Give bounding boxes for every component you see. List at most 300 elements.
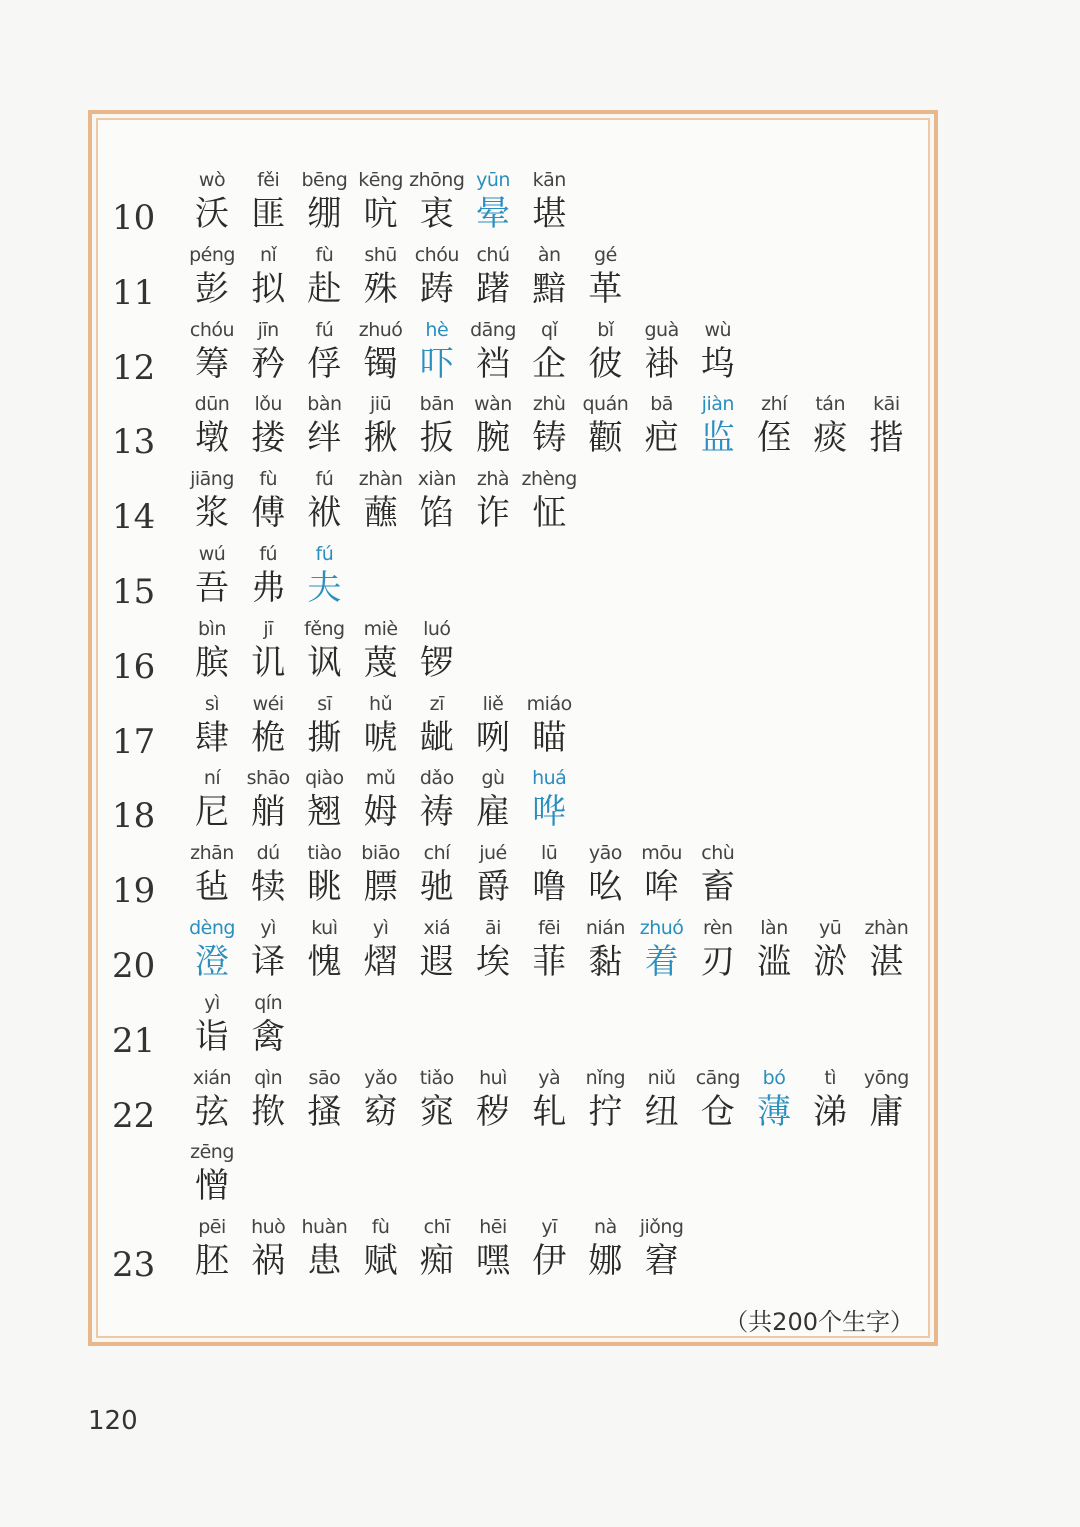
character-entry bbox=[296, 1215, 352, 1283]
hanzi-character: 匪 bbox=[251, 194, 286, 234]
hanzi-character: 蘸 bbox=[363, 493, 398, 534]
character-entry bbox=[409, 1215, 465, 1283]
character-entry bbox=[353, 392, 409, 460]
hanzi-character: 憎 bbox=[195, 1166, 229, 1207]
character-entry bbox=[409, 392, 465, 460]
character-entry bbox=[409, 1066, 465, 1134]
lesson-number: 15 bbox=[112, 572, 156, 612]
hanzi-character: 黯 bbox=[532, 268, 567, 309]
character-entry bbox=[353, 916, 409, 984]
character-entry bbox=[296, 841, 352, 909]
character-entry bbox=[858, 1066, 914, 1134]
pinyin-label: zhàn bbox=[358, 468, 403, 491]
pinyin-label: nà bbox=[594, 1216, 617, 1239]
pinyin-label: fěng bbox=[304, 617, 345, 640]
hanzi-character: 讥 bbox=[251, 642, 286, 683]
hanzi-character: 祷 bbox=[419, 792, 454, 833]
hanzi-character: 堪 bbox=[532, 194, 567, 234]
hanzi-character: 爵 bbox=[476, 867, 510, 908]
character-entry bbox=[409, 766, 465, 834]
pinyin-label: bǐ bbox=[597, 318, 614, 341]
hanzi-character: 绊 bbox=[307, 418, 342, 459]
hanzi-character: 哗 bbox=[532, 792, 567, 833]
pinyin-label: miáo bbox=[526, 692, 572, 715]
character-entry bbox=[521, 1215, 577, 1283]
character-entry bbox=[690, 841, 746, 909]
character-entry bbox=[521, 318, 577, 386]
hanzi-character: 胚 bbox=[195, 1241, 229, 1282]
pinyin-label: lū bbox=[541, 842, 558, 865]
pinyin-label: fú bbox=[315, 468, 334, 491]
pinyin-label: chú bbox=[476, 243, 510, 266]
character-entry bbox=[184, 1215, 240, 1283]
character-entry bbox=[296, 318, 352, 386]
hanzi-character: 俘 bbox=[307, 343, 342, 384]
pinyin-label: kān bbox=[532, 169, 566, 191]
character-entry bbox=[353, 467, 409, 535]
character-entry bbox=[353, 1215, 409, 1283]
lesson-number: 18 bbox=[112, 796, 156, 837]
pinyin-label: kēng bbox=[358, 169, 403, 191]
character-entry bbox=[690, 1066, 746, 1134]
character-entry bbox=[634, 318, 690, 386]
hanzi-character: 噜 bbox=[532, 867, 567, 908]
pinyin-label: tán bbox=[815, 393, 845, 416]
pinyin-label: biāo bbox=[361, 842, 400, 865]
character-entry bbox=[465, 467, 521, 535]
pinyin-label: qiào bbox=[305, 767, 344, 790]
character-entry bbox=[296, 243, 352, 311]
character-entry bbox=[521, 243, 577, 311]
pinyin-label: jué bbox=[479, 842, 507, 865]
character-entry bbox=[690, 392, 746, 460]
hanzi-character: 嘿 bbox=[476, 1241, 510, 1282]
pinyin-label: qìn bbox=[254, 1066, 283, 1089]
pinyin-label: chóu bbox=[414, 243, 459, 266]
pinyin-label: bó bbox=[762, 1066, 786, 1089]
pinyin-label: qín bbox=[254, 991, 283, 1014]
character-entry bbox=[465, 1215, 521, 1283]
character-entry bbox=[240, 692, 296, 760]
hanzi-character: 拟 bbox=[251, 268, 286, 309]
pinyin-label: fù bbox=[315, 243, 334, 266]
pinyin-label: tiǎo bbox=[419, 1066, 454, 1089]
lesson-number: 16 bbox=[112, 646, 156, 687]
hanzi-character: 瞄 bbox=[532, 717, 567, 758]
pinyin-label: wú bbox=[198, 543, 226, 565]
character-entry bbox=[353, 1066, 409, 1134]
pinyin-label: nǐng bbox=[585, 1066, 626, 1089]
character-entry bbox=[296, 617, 352, 685]
pinyin-label: sāo bbox=[308, 1066, 341, 1089]
pinyin-label: xiàn bbox=[417, 468, 456, 491]
character-entry bbox=[296, 766, 352, 834]
hanzi-character: 肆 bbox=[195, 717, 229, 758]
pinyin-label: huì bbox=[479, 1066, 507, 1089]
character-entry bbox=[184, 542, 240, 610]
pinyin-label: yì bbox=[372, 917, 389, 939]
character-entry bbox=[409, 467, 465, 535]
hanzi-character: 涕 bbox=[813, 1091, 848, 1132]
hanzi-character: 哞 bbox=[644, 867, 679, 908]
character-entry bbox=[634, 1066, 690, 1134]
pinyin-label: wéi bbox=[252, 692, 284, 715]
hanzi-character: 吾 bbox=[195, 568, 229, 608]
character-entry bbox=[577, 841, 633, 909]
pinyin-label: yà bbox=[538, 1066, 561, 1089]
lesson-number: 12 bbox=[112, 347, 156, 388]
pinyin-label: fù bbox=[371, 1216, 390, 1239]
hanzi-character: 诈 bbox=[476, 493, 510, 534]
character-entry bbox=[184, 766, 240, 834]
hanzi-character: 赋 bbox=[363, 1241, 398, 1282]
character-entry bbox=[577, 243, 633, 311]
character-entry bbox=[577, 392, 633, 460]
hanzi-character: 弗 bbox=[251, 568, 286, 608]
character-entry bbox=[577, 916, 633, 984]
pinyin-label: guà bbox=[644, 318, 679, 341]
hanzi-character: 愧 bbox=[307, 942, 342, 982]
character-entry bbox=[184, 617, 240, 685]
hanzi-character: 裆 bbox=[476, 343, 510, 384]
pinyin-label: yū bbox=[819, 917, 842, 939]
character-entry bbox=[296, 467, 352, 535]
character-entry bbox=[577, 1215, 633, 1283]
character-entry bbox=[521, 392, 577, 460]
character-entry bbox=[353, 841, 409, 909]
pinyin-label: yāo bbox=[588, 842, 622, 865]
pinyin-label: pēi bbox=[198, 1216, 226, 1239]
hanzi-character: 尼 bbox=[195, 792, 229, 833]
character-entry bbox=[465, 168, 521, 236]
pinyin-label: fù bbox=[259, 468, 278, 491]
hanzi-character: 腕 bbox=[476, 418, 510, 459]
hanzi-character: 痰 bbox=[813, 418, 848, 459]
hanzi-character: 袱 bbox=[307, 493, 342, 534]
character-entry bbox=[521, 916, 577, 984]
hanzi-character: 搂 bbox=[251, 418, 286, 459]
pinyin-label: yōng bbox=[863, 1066, 909, 1089]
hanzi-character: 踌 bbox=[419, 268, 454, 309]
pinyin-label: bān bbox=[419, 393, 454, 416]
pinyin-label: kāi bbox=[873, 393, 900, 416]
character-entry bbox=[690, 916, 746, 984]
character-entry bbox=[184, 243, 240, 311]
character-entry bbox=[465, 392, 521, 460]
lesson-number: 17 bbox=[112, 721, 156, 762]
hanzi-character: 禽 bbox=[251, 1016, 286, 1057]
character-entry bbox=[353, 617, 409, 685]
hanzi-character: 傅 bbox=[251, 493, 286, 534]
pinyin-label: zhù bbox=[532, 393, 566, 416]
character-entry bbox=[409, 168, 465, 236]
pinyin-label: hè bbox=[425, 318, 449, 341]
pinyin-label: qǐ bbox=[541, 318, 558, 341]
total-count-note: （共200个生字） bbox=[724, 1308, 914, 1336]
lesson-number: 23 bbox=[112, 1245, 156, 1286]
pinyin-label: gù bbox=[481, 767, 505, 790]
hanzi-character: 祸 bbox=[251, 1241, 286, 1282]
hanzi-character: 翘 bbox=[307, 792, 342, 833]
pinyin-label: sì bbox=[204, 692, 220, 715]
pinyin-label: mōu bbox=[641, 842, 682, 865]
lesson-number: 14 bbox=[112, 497, 156, 538]
character-entry bbox=[240, 617, 296, 685]
character-entry bbox=[184, 392, 240, 460]
hanzi-character: 颧 bbox=[588, 418, 623, 459]
character-entry bbox=[240, 916, 296, 984]
character-entry bbox=[296, 542, 352, 610]
pinyin-label: chí bbox=[423, 842, 450, 865]
hanzi-character: 夫 bbox=[307, 568, 342, 608]
character-entry bbox=[409, 617, 465, 685]
pinyin-label: niǔ bbox=[647, 1066, 676, 1089]
pinyin-label: zhān bbox=[190, 842, 234, 865]
pinyin-label: zhuó bbox=[639, 917, 684, 939]
pinyin-label: bēng bbox=[301, 169, 348, 191]
hanzi-character: 殊 bbox=[363, 268, 398, 309]
character-entry bbox=[634, 916, 690, 984]
hanzi-character: 讽 bbox=[307, 642, 342, 683]
pinyin-label: yì bbox=[260, 917, 276, 939]
pinyin-label: yūn bbox=[476, 169, 510, 191]
pinyin-label: nián bbox=[585, 917, 625, 939]
hanzi-character: 蔑 bbox=[363, 642, 398, 683]
character-entry bbox=[690, 318, 746, 386]
character-entry bbox=[240, 392, 296, 460]
pinyin-label: yǎo bbox=[364, 1066, 398, 1089]
character-entry bbox=[296, 1066, 352, 1134]
hanzi-character: 窕 bbox=[419, 1091, 454, 1132]
pinyin-label: zēng bbox=[190, 1141, 234, 1164]
pinyin-label: jiǒng bbox=[639, 1216, 684, 1239]
hanzi-character: 躇 bbox=[476, 268, 510, 309]
pinyin-label: fú bbox=[315, 318, 334, 341]
character-entry bbox=[184, 692, 240, 760]
hanzi-character: 菲 bbox=[532, 942, 567, 982]
pinyin-label: jiāng bbox=[190, 468, 234, 491]
hanzi-character: 埃 bbox=[476, 942, 510, 982]
character-entry bbox=[802, 916, 858, 984]
hanzi-character: 疤 bbox=[644, 418, 679, 459]
hanzi-character: 眺 bbox=[307, 867, 342, 908]
pinyin-label: cāng bbox=[695, 1066, 740, 1089]
hanzi-character: 弦 bbox=[195, 1091, 229, 1132]
hanzi-character: 赴 bbox=[307, 268, 342, 309]
hanzi-character: 彭 bbox=[195, 268, 229, 309]
character-entry bbox=[240, 766, 296, 834]
character-entry bbox=[184, 1140, 240, 1208]
hanzi-character: 澄 bbox=[195, 942, 229, 982]
hanzi-character: 侄 bbox=[757, 418, 791, 459]
hanzi-character: 译 bbox=[251, 942, 286, 982]
lesson-number: 20 bbox=[112, 946, 156, 986]
pinyin-label: dūn bbox=[194, 393, 230, 416]
pinyin-label: sī bbox=[317, 692, 332, 715]
pinyin-label: jiū bbox=[370, 393, 392, 416]
pinyin-label: kuì bbox=[311, 917, 338, 939]
hanzi-character: 锣 bbox=[419, 642, 454, 683]
hanzi-character: 褂 bbox=[644, 343, 679, 384]
character-entry bbox=[240, 1215, 296, 1283]
hanzi-character: 吓 bbox=[419, 343, 454, 384]
character-entry bbox=[634, 841, 690, 909]
pinyin-label: nǐ bbox=[260, 243, 277, 266]
hanzi-character: 雇 bbox=[476, 792, 510, 833]
character-entry bbox=[465, 766, 521, 834]
hanzi-character: 彼 bbox=[588, 343, 623, 384]
hanzi-character: 畜 bbox=[700, 867, 735, 908]
pinyin-label: tì bbox=[824, 1066, 837, 1089]
pinyin-label: chù bbox=[701, 842, 735, 865]
hanzi-character: 湛 bbox=[869, 942, 904, 982]
hanzi-character: 熠 bbox=[363, 942, 398, 982]
pinyin-label: luó bbox=[423, 617, 451, 640]
hanzi-character: 咧 bbox=[476, 717, 510, 758]
hanzi-character: 馅 bbox=[419, 493, 454, 534]
pinyin-label: quán bbox=[582, 393, 629, 416]
pinyin-label: bā bbox=[650, 393, 673, 416]
pinyin-label: yī bbox=[541, 1216, 557, 1239]
pinyin-label: mǔ bbox=[365, 767, 396, 790]
pinyin-label: bìn bbox=[198, 617, 226, 640]
hanzi-character: 桅 bbox=[251, 717, 286, 758]
character-entry bbox=[577, 318, 633, 386]
character-entry bbox=[634, 1215, 690, 1283]
hanzi-character: 唬 bbox=[363, 717, 398, 758]
pinyin-label: zhà bbox=[476, 468, 510, 491]
hanzi-character: 纽 bbox=[644, 1091, 679, 1132]
hanzi-character: 揿 bbox=[251, 1091, 286, 1132]
character-entry bbox=[184, 467, 240, 535]
character-entry bbox=[465, 318, 521, 386]
character-entry bbox=[521, 841, 577, 909]
pinyin-label: huàn bbox=[301, 1216, 348, 1239]
character-entry bbox=[465, 916, 521, 984]
hanzi-character: 揩 bbox=[869, 418, 904, 459]
hanzi-character: 晕 bbox=[476, 194, 510, 234]
character-entry bbox=[746, 916, 802, 984]
hanzi-character: 遐 bbox=[419, 942, 454, 982]
character-entry bbox=[296, 392, 352, 460]
hanzi-character: 筹 bbox=[195, 343, 229, 384]
pinyin-label: yì bbox=[204, 991, 220, 1014]
hanzi-character: 伊 bbox=[532, 1241, 567, 1282]
pinyin-label: jiàn bbox=[701, 393, 734, 416]
hanzi-character: 镯 bbox=[363, 343, 398, 384]
pinyin-label: dú bbox=[256, 842, 280, 865]
hanzi-character: 矜 bbox=[251, 343, 286, 384]
hanzi-character: 艄 bbox=[251, 792, 286, 833]
hanzi-character: 患 bbox=[307, 1241, 342, 1282]
hanzi-character: 秽 bbox=[476, 1091, 510, 1132]
pinyin-label: fú bbox=[315, 543, 334, 565]
character-entry bbox=[353, 318, 409, 386]
hanzi-character: 浆 bbox=[195, 493, 229, 534]
character-entry bbox=[409, 692, 465, 760]
hanzi-character: 沃 bbox=[195, 194, 229, 234]
hanzi-character: 薄 bbox=[757, 1091, 791, 1132]
character-entry bbox=[521, 766, 577, 834]
hanzi-character: 痴 bbox=[419, 1241, 454, 1282]
character-entry bbox=[296, 692, 352, 760]
hanzi-character: 娜 bbox=[588, 1241, 623, 1282]
character-entry bbox=[240, 991, 296, 1059]
character-entry bbox=[353, 168, 409, 236]
pinyin-label: rèn bbox=[702, 917, 733, 939]
pinyin-label: bàn bbox=[307, 393, 342, 416]
pinyin-label: liě bbox=[482, 692, 504, 715]
hanzi-character: 刃 bbox=[700, 942, 735, 982]
pinyin-label: zhōng bbox=[409, 169, 465, 191]
hanzi-character: 膑 bbox=[195, 642, 229, 683]
character-entry bbox=[296, 916, 352, 984]
pinyin-label: hēi bbox=[479, 1216, 507, 1239]
pinyin-label: tiào bbox=[307, 842, 342, 865]
character-entry bbox=[521, 168, 577, 236]
character-entry bbox=[521, 692, 577, 760]
character-entry bbox=[240, 168, 296, 236]
pinyin-label: dǎo bbox=[419, 767, 454, 790]
character-entry bbox=[746, 392, 802, 460]
character-entry bbox=[465, 692, 521, 760]
character-entry bbox=[802, 1066, 858, 1134]
hanzi-character: 吆 bbox=[588, 867, 623, 908]
pinyin-label: chī bbox=[423, 1216, 450, 1239]
character-entry bbox=[184, 168, 240, 236]
character-entry bbox=[184, 1066, 240, 1134]
character-entry bbox=[577, 1066, 633, 1134]
hanzi-character: 膘 bbox=[363, 867, 398, 908]
pinyin-label: xián bbox=[192, 1066, 232, 1089]
hanzi-character: 墩 bbox=[195, 418, 229, 459]
hanzi-character: 拧 bbox=[588, 1091, 623, 1132]
pinyin-label: zhuó bbox=[358, 318, 403, 341]
hanzi-character: 窈 bbox=[363, 1091, 398, 1132]
lesson-number: 21 bbox=[112, 1020, 156, 1061]
pinyin-label: shū bbox=[364, 243, 397, 266]
character-entry bbox=[353, 766, 409, 834]
character-entry bbox=[409, 916, 465, 984]
hanzi-character: 庸 bbox=[869, 1091, 904, 1132]
pinyin-label: xiá bbox=[423, 917, 451, 939]
lesson-number: 19 bbox=[112, 871, 156, 912]
pinyin-label: hǔ bbox=[369, 692, 393, 715]
pinyin-label: huò bbox=[251, 1216, 286, 1239]
character-entry bbox=[409, 841, 465, 909]
hanzi-character: 坞 bbox=[700, 343, 735, 384]
character-entry bbox=[353, 692, 409, 760]
hanzi-character: 轧 bbox=[532, 1091, 567, 1132]
lesson-number: 22 bbox=[112, 1095, 156, 1136]
character-entry bbox=[521, 467, 577, 535]
pinyin-label: zhàn bbox=[864, 917, 909, 939]
character-entry bbox=[184, 841, 240, 909]
hanzi-character: 企 bbox=[532, 343, 567, 384]
hanzi-character: 龇 bbox=[419, 717, 454, 758]
character-entry bbox=[240, 841, 296, 909]
pinyin-label: làn bbox=[760, 917, 788, 939]
hanzi-character: 革 bbox=[588, 268, 623, 309]
hanzi-character: 姆 bbox=[363, 792, 398, 833]
character-entry bbox=[465, 243, 521, 311]
pinyin-label: dāng bbox=[470, 318, 516, 341]
pinyin-label: péng bbox=[189, 243, 235, 266]
character-entry bbox=[746, 1066, 802, 1134]
character-entry bbox=[240, 243, 296, 311]
pinyin-label: lǒu bbox=[254, 393, 282, 416]
character-entry bbox=[184, 318, 240, 386]
